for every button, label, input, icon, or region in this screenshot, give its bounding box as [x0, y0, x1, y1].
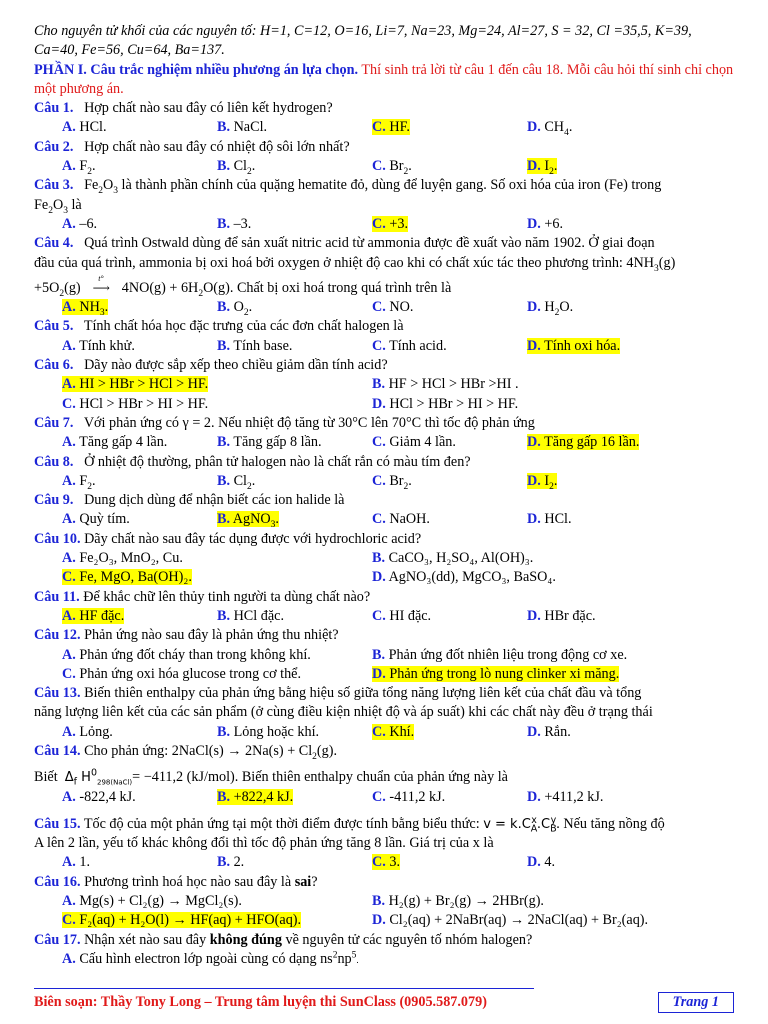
option-b[interactable]: B. 2.	[217, 854, 245, 871]
question-15: Câu 15. Tốc độ của một phản ứng tại một thời điểm được tính bằng biểu thức: $v = k.C_A^x.C_B^y$. Nếu tăng nồng độ	[34, 814, 665, 835]
option-a[interactable]: A. –6.	[62, 215, 98, 232]
option-d[interactable]: D. AgNO₃(dd), MgCO₃, BaSO₄.	[372, 569, 556, 586]
question-text: Hợp chất nào sau đây có liên kết hydrogen?	[84, 100, 333, 117]
question-17: Câu 17. Nhận xét nào sau đây không đúng về nguyên tử các nguyên tố nhóm halogen?	[34, 931, 533, 948]
option-a[interactable]: A. Quỳ tím.	[62, 511, 130, 528]
option-c[interactable]: C. HF.	[372, 119, 410, 136]
option-d[interactable]: D. Cl₂(aq) + 2NaBr(aq) → 2NaCl(aq) + Br₂(aq).	[372, 912, 649, 929]
option-a[interactable]: A. HF đặc.	[62, 607, 125, 624]
part-instruction: Thí sinh trả lời từ câu 1 đến câu 18. Mỗi câu hỏi thí sinh chỉ chọn một phương án.	[34, 61, 734, 97]
options-q1	[34, 118, 734, 137]
question-14: Câu 14. Cho phản ứng: 2NaCl(s) → $2Na(s) + Cl_2(g)$.	[34, 742, 337, 762]
option-a[interactable]: A. Fe₂O₃, MnO₂, Cu.	[62, 550, 183, 567]
option-a[interactable]: A. $NH_3$.	[62, 299, 109, 318]
option-a[interactable]: A. -822,4 kJ.	[62, 788, 136, 805]
option-a[interactable]: A. $F_2$.	[62, 158, 96, 177]
enthalpy-formula: $\Delta_f$ $H^0_{298(NaCl)}$	[64, 767, 133, 788]
page-footer	[34, 988, 734, 1012]
option-a[interactable]: A. Tăng gấp 4 lần.	[62, 434, 168, 451]
option-c[interactable]: C. +3.	[372, 215, 408, 232]
option-d[interactable]: D. $I_2$.	[527, 158, 558, 177]
option-c[interactable]: C. 3.	[372, 854, 400, 871]
options-q11	[34, 607, 734, 626]
options-q14	[34, 788, 734, 807]
option-c[interactable]: C. $Br_2$.	[372, 158, 412, 177]
option-d[interactable]: D. 4.	[527, 854, 555, 871]
options-q4	[34, 298, 734, 317]
question-3-cont: $Fe_2O_3$ là	[34, 196, 82, 216]
option-b[interactable]: B. $Cl_2$.	[217, 158, 256, 177]
question-13: Câu 13. Biến thiên enthalpy của phản ứng bằng hiệu số giữa tổng năng lượng liên kết của chất đầu và tổng	[34, 685, 642, 702]
option-a[interactable]: A. HI > HBr > HCl > HF.	[62, 376, 209, 393]
question-10: Câu 10. Dãy chất nào sau đây tác dụng được với hydrochloric acid?	[34, 530, 422, 547]
option-d[interactable]: D. HCl > HBr > HI > HF.	[372, 395, 519, 412]
options-q9	[34, 510, 734, 529]
option-c[interactable]: C. -411,2 kJ.	[372, 788, 446, 805]
question-6: Câu 6. Dãy nào được sắp xếp theo chiều giảm dần tính acid?	[34, 357, 388, 374]
option-b[interactable]: B. H₂(g) + Br₂(g) → 2HBr(g).	[372, 893, 544, 910]
option-a[interactable]: A. HCl.	[62, 119, 107, 136]
atomic-mass-intro: Cho nguyên tử khối của các nguyên tố: H=1, C=12, O=16, Li=7, Na=23, Mg=24, Al=27, S = 32, Cl =35,5, K=39, Ca=40, Fe=56, Cu=64, Ba=137.	[34, 23, 692, 59]
rate-formula: $v = k.C_A^x.C_B^y$	[483, 814, 557, 835]
options-q12	[34, 646, 734, 685]
option-b[interactable]: B. HF > HCl > HBr >HI .	[372, 376, 519, 393]
option-a[interactable]: A. Lỏng.	[62, 723, 113, 740]
option-c[interactable]: C. NaOH.	[372, 511, 430, 528]
option-b[interactable]: B. Tăng gấp 8 lần.	[217, 434, 322, 451]
option-b[interactable]: B. +822,4 kJ.	[217, 788, 294, 805]
option-d[interactable]: D. HCl.	[527, 511, 572, 528]
option-b[interactable]: B. NaCl.	[217, 119, 268, 136]
question-14-formula: Biết $\Delta_f$ $H^0_{298(NaCl)}= -411,2$ (kJ/mol). Biến thiên enthalpy chuẩn của phản ứng này là	[34, 767, 508, 788]
option-a[interactable]: A. 1.	[62, 854, 90, 871]
question-16: Câu 16. Phương trình hoá học nào sau đây là sai?	[34, 873, 318, 890]
options-q7	[34, 433, 734, 452]
option-b[interactable]: B. Lỏng hoặc khí.	[217, 723, 320, 740]
option-a[interactable]: A. Tính khử.	[62, 337, 135, 354]
question-13-cont: năng lượng liên kết của các sản phẩm (ở cùng điều kiện nhiệt độ và áp suất) khi các chất này đều ở trạng thái	[34, 704, 653, 721]
option-c[interactable]: C. F₂(aq) + H₂O(l) → HF(aq) + HFO(aq).	[62, 912, 302, 929]
options-q13	[34, 723, 734, 742]
option-b[interactable]: B. –3.	[217, 215, 252, 232]
question-9: Câu 9. Dung dịch dùng để nhận biết các ion halide là	[34, 492, 345, 509]
option-d[interactable]: D. Rắn.	[527, 723, 571, 740]
options-q5	[34, 337, 734, 356]
question-4-equation: $+5O_2(g)$ t° ⟶ $4NO(g) + 6H_2O(g)$. Chất bị oxi hoá trong quá trình trên là	[34, 273, 452, 299]
option-c[interactable]: C. HI đặc.	[372, 607, 432, 624]
question-8: Câu 8. Ở nhiệt độ thường, phân tử halogen nào là chất rắn có màu tím đen?	[34, 453, 471, 470]
option-a[interactable]: A. Cấu hình electron lớp ngoài cùng có dạng $ns^2np^5$.	[62, 950, 359, 967]
option-d[interactable]: D. Tăng gấp 16 lần.	[527, 434, 640, 451]
option-a[interactable]: A. Phản ứng đốt cháy than trong không khí.	[62, 646, 311, 663]
options-q16	[34, 892, 734, 931]
option-c[interactable]: C. Tính acid.	[372, 337, 447, 354]
option-d[interactable]: D. +411,2 kJ.	[527, 788, 604, 805]
option-d[interactable]: D. Phản ứng trong lò nung clinker xi măng.	[372, 665, 620, 682]
question-5: Câu 5. Tính chất hóa học đặc trưng của các đơn chất halogen là	[34, 318, 404, 335]
options-q8	[34, 472, 734, 491]
question-12: Câu 12. Phản ứng nào sau đây là phản ứng thu nhiệt?	[34, 627, 339, 644]
option-c[interactable]: C. $Br_2$.	[372, 472, 412, 492]
option-d[interactable]: D. $CH_4$.	[527, 119, 573, 139]
options-q15	[34, 853, 734, 872]
option-d[interactable]: D. HBr đặc.	[527, 607, 596, 624]
page-number: Trang 1	[658, 992, 734, 1013]
question-11: Câu 11. Để khắc chữ lên thủy tinh người ta dùng chất nào?	[34, 588, 371, 605]
option-d[interactable]: D. $I_2$.	[527, 472, 558, 492]
option-b[interactable]: B. Phản ứng đốt nhiên liệu trong động cơ xe.	[372, 646, 628, 663]
option-c[interactable]: C. Fe, MgO, Ba(OH)₂.	[62, 569, 192, 586]
option-b[interactable]: B. AgNO$_3$.	[217, 511, 279, 531]
options-q6	[34, 375, 734, 414]
question-3: Câu 3. $Fe_2O_3$ là thành phần chính của quặng hematite đỏ, dùng để luyện gang. Số oxi hóa của iron (Fe) trong	[34, 177, 662, 197]
options-q10	[34, 549, 734, 588]
question-2: Câu 2. Hợp chất nào sau đây có nhiệt độ sôi lớn nhất?	[34, 138, 350, 155]
part-title: PHẦN I. Câu trắc nghiệm nhiều phương án lựa chọn.	[34, 61, 359, 78]
option-b[interactable]: B. Tính base.	[217, 337, 293, 354]
option-d[interactable]: D. Tính oxi hóa.	[527, 337, 621, 354]
question-4-cont: đầu của quá trình, ammonia bị oxi hoá bởi oxygen ở nhiệt độ cao khi có chất xúc tác theo phương trình: $4NH_3(g)$	[34, 254, 676, 274]
option-b[interactable]: B. $O_2$.	[217, 299, 253, 318]
option-d[interactable]: D. $H_2O$.	[527, 299, 574, 318]
footer-divider	[34, 988, 534, 989]
option-d[interactable]: D. +6.	[527, 215, 563, 232]
question-4: Câu 4. Quá trình Ostwald dùng để sản xuất nitric acid từ ammonia được đề xuất vào năm 1902. Ở giai đoạn	[34, 235, 655, 252]
options-q2	[34, 157, 734, 176]
options-q17	[34, 950, 734, 970]
option-b[interactable]: B. HCl đặc.	[217, 607, 284, 624]
option-c[interactable]: C. Phản ứng oxi hóa glucose trong cơ thể.	[62, 665, 302, 682]
option-b[interactable]: B. $Cl_2$.	[217, 472, 256, 492]
option-c[interactable]: C. NO.	[372, 299, 414, 316]
footer-author: Biên soạn: Thầy Tony Long – Trung tâm luyện thi SunClass (0905.587.079)	[34, 994, 487, 1010]
option-b[interactable]: B. CaCO₃, H₂SO₄, Al(OH)₃.	[372, 550, 534, 567]
question-1	[34, 99, 734, 118]
option-a[interactable]: A. Mg(s) + Cl₂(g) → MgCl₂(s).	[62, 893, 242, 910]
question-7: Câu 7. Với phản ứng có γ = 2. Nếu nhiệt độ tăng từ 30°C lên 70°C thì tốc độ phản ứng	[34, 414, 535, 431]
option-c[interactable]: C. HCl > HBr > HI > HF.	[62, 395, 209, 412]
question-15-cont: A lên 2 lần, yếu tố khác không đổi thì tốc độ phản ứng tăng 8 lần. Giá trị của x là	[34, 835, 494, 852]
options-q3	[34, 215, 734, 234]
part-header	[34, 61, 734, 100]
option-a[interactable]: A. $F_2$.	[62, 472, 96, 492]
reaction-arrow-icon: t° ⟶	[92, 273, 110, 295]
option-c[interactable]: C. Khí.	[372, 723, 415, 740]
question-label: Câu 1.	[34, 100, 74, 117]
option-c[interactable]: C. Giảm 4 lần.	[372, 434, 456, 451]
